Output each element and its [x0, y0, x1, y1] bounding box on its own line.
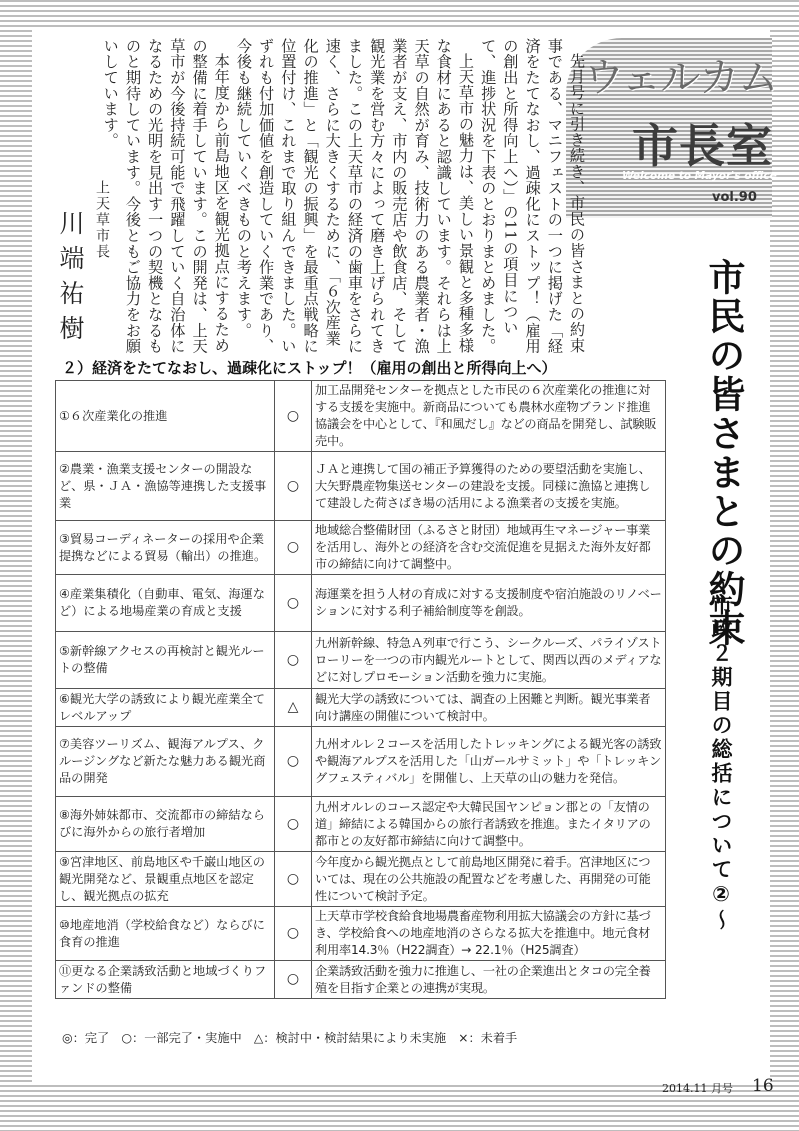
detail-cell: 海運業を担う人材の育成に対する支援制度や宿泊施設のリノベーションに対する利子補給制度等を創設。 [312, 575, 666, 632]
item-cell: ③貿易コーディネーターの採用や企業提携などによる貿易（輸出）の推進。 [56, 521, 275, 575]
signature-title: 上天草市長 [94, 180, 110, 260]
volume-number: vol.90 [712, 190, 757, 205]
table-row [56, 727, 666, 797]
status-legend: ◎：完了 ○：一部完了・実施中 △：検討中・検討結果により未実施 ×：未着手 [62, 1031, 518, 1045]
detail-cell: 九州オルレ２コースを活用したトレッキングによる観光客の誘致や観海アルプスを活用した「山ガールサミット」や「トレッキングフェスティバル」を開催し、上天草の山の魅力を発信。 [312, 727, 666, 797]
item-cell: ⑨宮津地区、前島地区や千巌山地区の観光開発など、景観重点地区を認定し、観光拠点の拡充 [56, 852, 275, 907]
detail-cell: 上天草市学校食給食地場農畜産物利用拡大協議会の方針に基づき、学校給食への地産地消のさらなる拡大を推進中。地元食材利用率14.3％（H22調査）→ 22.1％（H25調査） [312, 907, 666, 961]
feature-title: 市民の皆さまとの約束 [702, 258, 745, 648]
status-cell: ○ [275, 961, 312, 999]
policy-table [55, 380, 666, 999]
item-cell: ②農業・漁業支援センターの開設など、県・ＪＡ・漁協等連携した支援事業 [56, 452, 275, 521]
status-cell: △ [275, 689, 312, 727]
item-cell: ⑧海外姉妹都市、交流都市の締結ならびに海外からの旅行者増加 [56, 797, 275, 852]
status-cell: ○ [275, 852, 312, 907]
detail-cell: 観光大学の誘致については、調査の上困難と判断。観光事業者向け講座の開催について検討中。 [312, 689, 666, 727]
table-row [56, 632, 666, 689]
status-cell: ○ [275, 452, 312, 521]
masthead-subtitle: Welcome to Mayor's office [622, 170, 777, 182]
table-row [56, 452, 666, 521]
masthead-title: ウェルカム [584, 55, 778, 101]
status-cell: ○ [275, 575, 312, 632]
table-row [56, 907, 666, 961]
intro-paragraph: 本年度から前島地区を観光拠点にするための整備に着手しています。この開発は、上天草市が今後持続可能で飛躍していく自治体になるための光明を見出す一つの契機となるものと期待しています。今後ともご協力をお願いしています。 [101, 38, 231, 354]
masthead-office: 市長室 [632, 119, 773, 173]
detail-cell: 地域総合整備財団（ふるさと財団）地域再生マネージャー事業を活用し、海外との経済を含む交流促進を見据えた海外友好都市の締結に向けて調整中。 [312, 521, 666, 575]
detail-cell: 加工品開発センターを拠点とした市民の６次産業化の推進に対する支援を実施中。新商品についても農林水産物ブランド推進協議会を中心として、『和風だし』などの商品を開発し、試験販売中。 [312, 381, 666, 452]
status-cell: ○ [275, 381, 312, 452]
table-row [56, 689, 666, 727]
intro-paragraph: 上天草市の魅力は、美しい景観と多種多様な食材にあると認識しています。それらは上天草の自然が育み、技術力のある農業者・漁業者が支え、市内の販売店や飲食店、そして観光業を営む方々によって磨き上げられてきました。この上天草市の経済の歯車をさらに速く、さらに大きくするために、「６次産業化の推進」と「観光の振興」を最重点戦略に位置付け、これまで取り組んできました。いずれも付加価値を創造していく作業であり、今後も継続していくべきものと考えます。 [234, 38, 475, 354]
status-cell: ○ [275, 797, 312, 852]
status-cell: ○ [275, 727, 312, 797]
item-cell: ④産業集積化（自動車、電気、海運など）による地場産業の育成と支援 [56, 575, 275, 632]
status-cell: ○ [275, 521, 312, 575]
status-cell: ○ [275, 907, 312, 961]
signature-name: 川端祐樹 [56, 210, 85, 350]
intro-text [44, 38, 588, 356]
detail-cell: 九州オルレのコース認定や大韓民国ヤンピョン郡との「友情の道」締結による韓国からの旅行者誘致を推進。またイタリアの都市との友好都市締結に向けて調整中。 [312, 797, 666, 852]
table-row [56, 852, 666, 907]
item-cell: ⑪更なる企業誘致活動と地域づくりファンドの整備 [56, 961, 275, 999]
issue-date: 2014.11 月号 [662, 1082, 733, 1095]
item-cell: ⑥観光大学の誘致により観光産業全てレベルアップ [56, 689, 275, 727]
intro-paragraph: 先月号に引き続き、市民の皆さまとの約束事である、マニフェストの一つに掲げた「経済をたてなおし、過疎化にストップ！（雇用の創出と所得向上へ）」の11の項目について、進捗状況を下表のとおりまとめました。 [479, 38, 586, 354]
detail-cell: ＪＡと連携して国の補正予算獲得のための要望活動を実施し、大矢野農産物集送センターの建設を支援。同様に漁協と連携して建設した荷さばき場の活用による漁業者の支援を実施。 [312, 452, 666, 521]
page-number: 16 [752, 1076, 774, 1096]
table-row [56, 797, 666, 852]
item-cell: ⑦美容ツーリズム、観海アルプス、クルージングなど新たな魅力ある観光商品の開発 [56, 727, 275, 797]
detail-cell: 企業誘致活動を強力に推進し、一社の企業進出とタコの完全養殖を目指す企業との連携が実現。 [312, 961, 666, 999]
signature [46, 180, 118, 350]
item-cell: ⑤新幹線アクセスの再検討と観光ルートの整備 [56, 632, 275, 689]
detail-cell: 九州新幹線、特急Ａ列車で行こう、シークルーズ、パライゾストローリーを一つの市内観光ルートとして、関西以西のメディアなどに対しプロモーション活動を強力に実施。 [312, 632, 666, 689]
status-cell: ○ [275, 632, 312, 689]
item-cell: ⑩地産地消（学校給食など）ならびに食育の推進 [56, 907, 275, 961]
detail-cell: 今年度から観光拠点として前島地区開発に着手。宮津地区については、現在の公共施設の配置などを考慮した、再開発の可能性について検討予定。 [312, 852, 666, 907]
table-row [56, 381, 666, 452]
feature-subtitle: ～市政２期目の総括について②～ [709, 570, 733, 933]
section-heading: ２）経済をたてなおし、過疎化にストップ！（雇用の創出と所得向上へ） [62, 359, 557, 377]
table-row [56, 961, 666, 999]
table-row [56, 521, 666, 575]
item-cell: ①６次産業化の推進 [56, 381, 275, 452]
table-row [56, 575, 666, 632]
